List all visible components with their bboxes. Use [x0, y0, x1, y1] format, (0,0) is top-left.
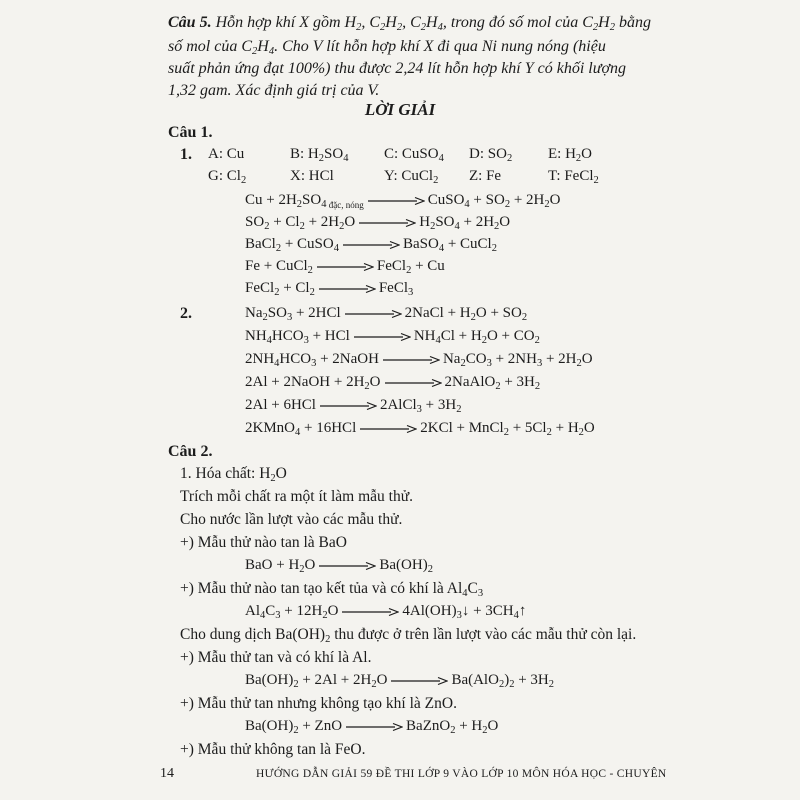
- question5-line2: số mol của $C_2H_4$. Cho V lít hỗn hợp khí X đi qua Ni nung nóng (hiệu: [168, 38, 606, 57]
- cau2-step6: +) Mẫu thử không tan là FeO.: [180, 741, 366, 758]
- equation: $Na_2SO_3 + 2HCl$ 2NaCl + $H_2O + SO_2$: [245, 305, 528, 323]
- reaction-arrow-icon: [358, 218, 416, 228]
- equation: BaCl$_2$ + CuSO$_4$ BaSO$_4$ + CuCl$_2$: [245, 236, 497, 254]
- substance-E: E: $H_2O$: [548, 146, 593, 164]
- reaction-arrow-icon: [341, 607, 399, 617]
- substance-B: B: $H_2SO_4$: [290, 146, 349, 164]
- equation: 2Al + 2NaOH + $2H_2O$ 2NaAlO$_2$ + $3H_2$: [245, 374, 541, 392]
- reaction-arrow-icon: [384, 378, 442, 388]
- cau2-step5: +) Mẫu thử tan nhưng không tạo khí là ZnO.: [180, 695, 457, 712]
- running-title: HƯỚNG DẪN GIẢI 59 ĐỀ THI LỚP 9 VÀO LỚP 10 MÔN HÓA HỌC - CHUYÊN: [256, 768, 667, 780]
- equation: 2Al + 6HCl 2AlCl$_3$ + $3H_2$: [245, 397, 462, 415]
- equation: $Al_4C_3 + 12H_2O$ $4Al(OH)_3↓$ + $3CH_4↑$: [245, 603, 527, 621]
- cau2-label: Câu 2.: [168, 443, 213, 460]
- cau1-label: Câu 1.: [168, 124, 213, 141]
- page-number: 14: [160, 766, 174, 781]
- cau2-chem-line: 1. Hóa chất: $H_2O$: [180, 465, 287, 484]
- cau1-part1-number: 1.: [180, 146, 192, 163]
- equation: $SO_2 + Cl_2 + 2H_2O$ $H_2SO_4 + 2H_2O$: [245, 214, 511, 232]
- cau2-step2: +) Mẫu thử nào tan tạo kết tủa và có khí là $Al_4C_3$: [180, 580, 484, 599]
- reaction-arrow-icon: [344, 309, 402, 319]
- reaction-arrow-icon: [319, 401, 377, 411]
- substance-A: A: Cu: [208, 146, 245, 162]
- substance-G: G: $Cl_2$: [208, 168, 247, 186]
- equation: $NH_4HCO_3$ + HCl $NH_4Cl + H_2O + CO_2$: [245, 328, 540, 346]
- equation: $Ba(OH)_2$ + ZnO BaZnO$_2$ + $H_2O$: [245, 718, 499, 736]
- reaction-arrow-icon: [342, 240, 400, 250]
- cau2-step4: +) Mẫu thử tan và có khí là Al.: [180, 649, 372, 666]
- question5-line3: suất phản ứng đạt 100%) thu được 2,24 lít hỗn hợp khí Y có khối lượng: [168, 60, 626, 77]
- reaction-arrow-icon: [367, 196, 425, 206]
- reaction-arrow-icon: [345, 722, 403, 732]
- solution-title: LỜI GIẢI: [364, 100, 436, 119]
- reaction-arrow-icon: [316, 262, 374, 272]
- reaction-arrow-icon: [359, 424, 417, 434]
- substance-X: X: HCl: [290, 168, 334, 184]
- cau2-intro1: Trích mỗi chất ra một ít làm mẫu thử.: [180, 488, 413, 505]
- reaction-arrow-icon: [390, 676, 448, 686]
- reaction-arrow-icon: [382, 355, 440, 365]
- question5-line1: Câu 5. Hỗn hợp khí X gồm $H_2$, $C_2H_2$, $C_2H_4$, trong đó số mol của $C_2H_2$ bằng: [168, 14, 651, 33]
- equation: BaO + $H_2O$ $Ba(OH)_2$: [245, 557, 433, 575]
- cau1-part2-number: 2.: [180, 305, 192, 322]
- substance-Y: Y: CuCl$_2$: [384, 168, 439, 186]
- reaction-arrow-icon: [318, 561, 376, 571]
- substance-C: C: CuSO$_4$: [384, 146, 444, 164]
- question5-line4: 1,32 gam. Xác định giá trị của V.: [168, 82, 380, 99]
- reaction-arrow-icon: [318, 284, 376, 294]
- cau2-step3: Cho dung dịch $Ba(OH)_2$ thu được ở trên lần lượt vào các mẫu thử còn lại.: [180, 626, 637, 645]
- equation: FeCl$_2$ + $Cl_2$ FeCl$_3$: [245, 280, 414, 298]
- equation: Fe + CuCl$_2$ FeCl$_2$ + Cu: [245, 258, 445, 276]
- equation: $Ba(OH)_2 + 2Al + 2H_2O$ $Ba(AlO_2)_2 + 3H_2$: [245, 672, 554, 690]
- substance-D: D: $SO_2$: [469, 146, 513, 164]
- cau2-intro2: Cho nước lần lượt vào các mẫu thử.: [180, 511, 403, 528]
- equation: 2KMnO$_4$ + 16HCl 2KCl + MnCl$_2$ + $5Cl_2 + H_2O$: [245, 420, 595, 438]
- question5-label: Câu 5.: [168, 14, 212, 31]
- equation: $2NH_4HCO_3$ + 2NaOH $Na_2CO_3 + 2NH_3 + 2H_2O$: [245, 351, 593, 369]
- substance-T: T: FeCl$_2$: [548, 168, 599, 186]
- cau2-step1: +) Mẫu thử nào tan là BaO: [180, 534, 347, 551]
- equation: $Cu + 2H_2SO_4$ $_{đặc, nóng}$ CuSO$_4$ + $SO_2 + 2H_2O$: [245, 192, 561, 210]
- substance-Z: Z: Fe: [469, 168, 502, 184]
- reaction-arrow-icon: [353, 332, 411, 342]
